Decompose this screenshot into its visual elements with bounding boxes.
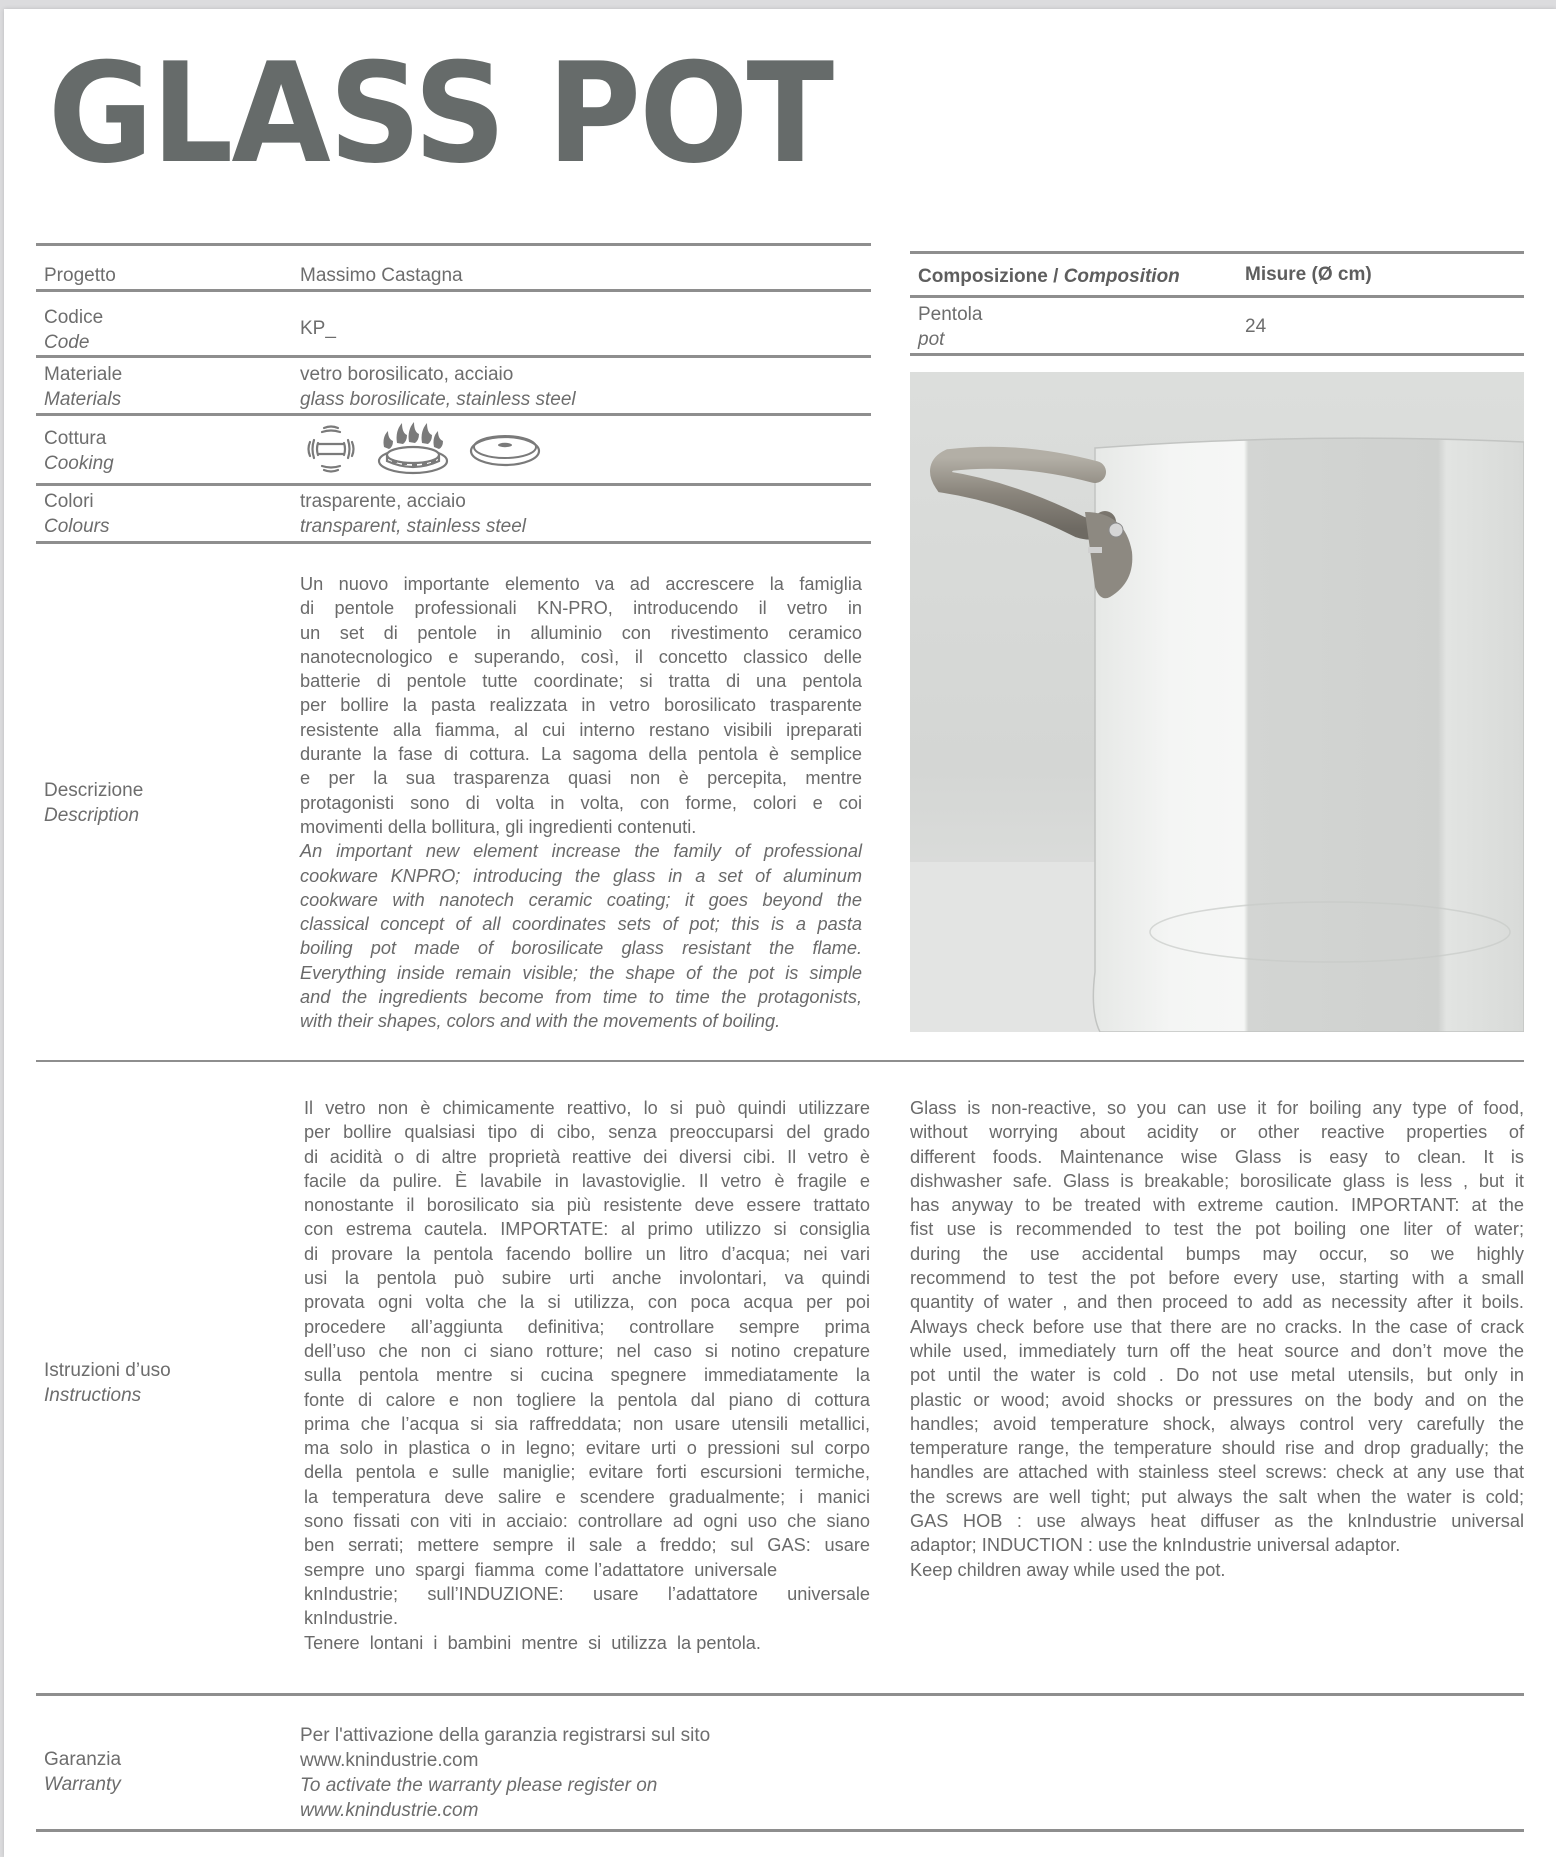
- composition-size: 24: [1245, 316, 1267, 337]
- text-line: Everything inside remain visible; the shape of the pot is simple: [300, 962, 862, 983]
- text-line: adaptor; INDUCTION : use the knIndustrie universal adaptor.: [910, 1535, 1401, 1556]
- spec-value-en: glass borosilicate, stainless steel: [300, 389, 576, 410]
- text-line: classical concept of all coordinates sets of pot; this is a pasta: [300, 914, 862, 935]
- spec-value-materials: [300, 362, 576, 412]
- text-line: resistente alla fiamma, al cui interno restano visibili ipreparati: [300, 719, 862, 740]
- text-line: GAS HOB : use always heat diffuser as the knIndustrie universal: [910, 1511, 1524, 1532]
- text-line: handles; avoid temperature shock, always control very carefully the: [910, 1413, 1524, 1434]
- text-line: fonte di calore e non togliere la pentola dal piano di cottura: [304, 1389, 870, 1410]
- description-label-en: Description: [44, 805, 140, 826]
- warranty-text: [300, 1723, 710, 1823]
- warranty-label-it: Garanzia: [44, 1749, 122, 1770]
- text-line: without worrying about acidity or other reactive properties of: [910, 1122, 1524, 1143]
- description-label: [44, 778, 143, 828]
- gas-burner-icon: [376, 421, 450, 477]
- text-line: la temperatura deve salire e scendere gradualmente; i manici: [304, 1486, 870, 1507]
- text-line: recommend to test the pot before every use, starting with a small: [910, 1268, 1524, 1289]
- divider: [36, 1693, 1524, 1696]
- divider: [36, 541, 871, 544]
- text-line: knIndustrie.: [304, 1608, 399, 1629]
- spec-label-en: Colours: [44, 516, 110, 537]
- text-line: Glass is non-reactive, so you can use it for boiling any type of food,: [910, 1098, 1524, 1118]
- spec-label-it: Cottura: [44, 428, 107, 449]
- product-image: [910, 372, 1524, 1032]
- text-line: e per la sua trasparenza quasi non è percepita, mentre: [300, 768, 862, 789]
- divider: [36, 1060, 1524, 1062]
- spec-label-cooking: [44, 426, 114, 476]
- text-line: cookware KNPRO; introducing the glass in a set of aluminum: [300, 865, 862, 886]
- spec-label-en: Cooking: [44, 453, 114, 474]
- cooking-icons: [304, 421, 542, 477]
- text-line: con estrema cautela. IMPORTATE: al primo utilizzo si consiglia: [304, 1219, 870, 1240]
- text-line: Always check before use that there are no cracks. In the case of crack: [910, 1316, 1524, 1337]
- spec-label-en: Code: [44, 332, 90, 353]
- text-line: nanotecnologico e superando, così, il concetto classico delle: [300, 646, 862, 667]
- instructions-label-it: Istruzioni d’uso: [44, 1360, 171, 1381]
- spec-label-en: Materials: [44, 389, 122, 410]
- text-line: temperature range, the temperature should rise and drop gradually; the: [910, 1438, 1524, 1459]
- text-line: Keep children away while used the pot.: [910, 1559, 1226, 1580]
- text-line: An important new element increase the family of professional: [300, 841, 862, 862]
- text-line: prima che l’acqua si sia raffreddata; non usare utensili metallici,: [304, 1413, 870, 1434]
- text-line: Un nuovo importante elemento va ad accrescere la famiglia: [300, 574, 862, 594]
- text-line: knIndustrie; sull’INDUZIONE: usare l’adattatore universale: [304, 1583, 870, 1604]
- warranty-label-en: Warranty: [44, 1774, 121, 1795]
- text-line: usi la pentola può subire urti anche involontari, va quindi: [304, 1268, 870, 1289]
- divider: [36, 289, 871, 292]
- text-line: Il vetro non è chimicamente reattivo, lo si può quindi utilizzare: [304, 1098, 870, 1118]
- spec-label-code: [44, 305, 103, 355]
- composition-item: [918, 302, 982, 352]
- composition-item-it: Pentola: [918, 304, 983, 325]
- text-line: per bollire qualsiasi tipo di cibo, senza preoccuparsi del grado: [304, 1122, 870, 1143]
- spec-value-it: vetro borosilicato, acciaio: [300, 364, 514, 385]
- warranty-link-en[interactable]: www.knindustrie.com: [300, 1800, 479, 1821]
- text-line: per bollire la pasta realizzata in vetro borosilicato trasparente: [300, 695, 862, 716]
- description-text: [300, 572, 862, 1034]
- spec-value-project: [300, 263, 463, 288]
- text-line: ma solo in plastica o in legno; evitare urti o pressioni sul corpo: [304, 1438, 870, 1459]
- instructions-label: [44, 1358, 171, 1408]
- warranty-label: [44, 1747, 121, 1797]
- warranty-text-it: Per l'attivazione della garanzia registrarsi sul sito: [300, 1725, 711, 1746]
- induction-icon: [304, 422, 358, 476]
- divider: [36, 355, 871, 358]
- text-line: during the use accidental bumps may occur, so we highly: [910, 1243, 1524, 1264]
- spec-label-it: Colori: [44, 491, 94, 512]
- text-line: different foods. Maintenance wise Glass is easy to clean. It is: [910, 1146, 1524, 1167]
- warranty-link-it[interactable]: www.knindustrie.com: [300, 1750, 479, 1771]
- text-line: movimenti della bollitura, gli ingredienti contenuti.: [300, 816, 697, 837]
- page-title: GLASS POT: [48, 33, 833, 194]
- product-sheet: [4, 9, 1556, 1857]
- text-line: with their shapes, colors and with the movements of boiling.: [300, 1011, 781, 1032]
- warranty-text-en: To activate the warranty please register on: [300, 1775, 658, 1796]
- spec-value-code: [300, 316, 336, 341]
- size-header: Misure (Ø cm): [1245, 264, 1372, 285]
- text-line: fist use is recommended to test the pot boiling one liter of water;: [910, 1219, 1524, 1240]
- text-line: di acidità o di altre proprietà reattive dei diversi cibi. Il vetro è: [304, 1146, 870, 1167]
- text-line: sono fissati con viti in acciaio: controllare ad ogni uso che siano: [304, 1511, 870, 1532]
- text-line: plastic or wood; avoid shocks or pressures on the body and on the: [910, 1389, 1524, 1410]
- spec-label-project: [44, 263, 116, 288]
- divider: [910, 295, 1524, 298]
- text-line: facile da pulire. È lavabile in lavastoviglie. Il vetro è fragile e: [304, 1170, 870, 1191]
- spec-label-colours: [44, 489, 109, 539]
- text-line: Tenere lontani i bambini mentre si utilizza la pentola.: [304, 1632, 761, 1653]
- text-line: dell’uso che non ci siano rotture; nel caso si notino crepature: [304, 1340, 870, 1361]
- text-line: and the ingredients become from time to time the protagonists,: [300, 987, 862, 1008]
- text-line: sulla pentola mentre si cucina spegnere immediatamente la: [304, 1365, 870, 1386]
- instructions-text-it: [304, 1096, 870, 1655]
- divider: [36, 243, 871, 246]
- spec-value-it: trasparente, acciaio: [300, 491, 466, 512]
- instructions-label-en: Instructions: [44, 1385, 142, 1406]
- text-line: di provare la pentola facendo bollire un litro d’acqua; nei vari: [304, 1243, 870, 1264]
- text-line: protagonisti sono di volta in volta, con forme, colori e coi: [300, 792, 862, 813]
- text-line: the screws are well tight; put always the salt when the water is cold;: [910, 1486, 1524, 1507]
- instructions-text-en: [910, 1096, 1524, 1582]
- divider: [36, 1829, 1524, 1832]
- text-line: dishwasher safe. Glass is breakable; borosilicate glass is less , but it: [910, 1170, 1524, 1191]
- composition-header-it: Composizione /: [918, 266, 1064, 287]
- electric-plate-icon: [468, 429, 542, 469]
- composition-header: [918, 266, 1180, 288]
- divider: [910, 251, 1524, 254]
- text-line: nonostante il borosilicato sia più resistente deve essere trattato: [304, 1195, 870, 1216]
- text-line: cookware with nanotech ceramic coating; it goes beyond the: [300, 889, 862, 910]
- text-line: has anyway to be treated with extreme caution. IMPORTANT: at the: [910, 1195, 1524, 1216]
- text-line: quantity of water , and then proceed to add as necessity after it boils.: [910, 1292, 1524, 1313]
- text-line: di pentole professionali KN-PRO, introducendo il vetro in: [300, 598, 862, 619]
- text-line: while used, immediately turn off the heat source and don’t move the: [910, 1340, 1524, 1361]
- text-line: ben serrati; mettere sempre il sale a freddo; sul GAS: usare: [304, 1535, 870, 1556]
- spec-value-colours: [300, 489, 526, 539]
- text-line: durante la fase di cottura. La sagoma della pentola è semplice: [300, 744, 862, 765]
- text-line: boiling pot made of borosilicate glass resistant the flame.: [300, 938, 862, 959]
- divider: [36, 413, 871, 416]
- text-line: provata ogni volta che la si utilizza, con poca acqua per poi: [304, 1292, 870, 1313]
- spec-label-materials: [44, 362, 122, 412]
- text-line: della pentola e sulle maniglie; evitare forti escursioni termiche,: [304, 1462, 870, 1483]
- text-line: procedere all’aggiunta definitiva; controllare sempre prima: [304, 1316, 870, 1337]
- text-line: handles are attached with stainless steel screws: check at any use that: [910, 1462, 1524, 1483]
- divider: [910, 353, 1524, 356]
- glass-pot-illustration: [910, 372, 1524, 1032]
- spec-value-en: transparent, stainless steel: [300, 516, 527, 537]
- spec-value-it: Massimo Castagna: [300, 265, 463, 286]
- text-line: batterie di pentole tutte coordinate; si tratta di una pentola: [300, 671, 862, 692]
- spec-label-it: Materiale: [44, 364, 123, 385]
- text-line: un set di pentole in alluminio con rivestimento ceramico: [300, 622, 862, 643]
- spec-value-it: KP_: [300, 318, 336, 339]
- description-label-it: Descrizione: [44, 780, 144, 801]
- text-line: pot until the water is cold . Do not use metal utensils, but only in: [910, 1365, 1524, 1386]
- composition-header-en: Composition: [1063, 266, 1180, 287]
- composition-item-en: pot: [918, 329, 945, 350]
- divider: [36, 483, 871, 486]
- spec-label-it: Progetto: [44, 265, 116, 286]
- spec-label-it: Codice: [44, 307, 104, 328]
- text-line: sempre uno spargi fiamma come l’adattatore universale: [304, 1559, 778, 1580]
